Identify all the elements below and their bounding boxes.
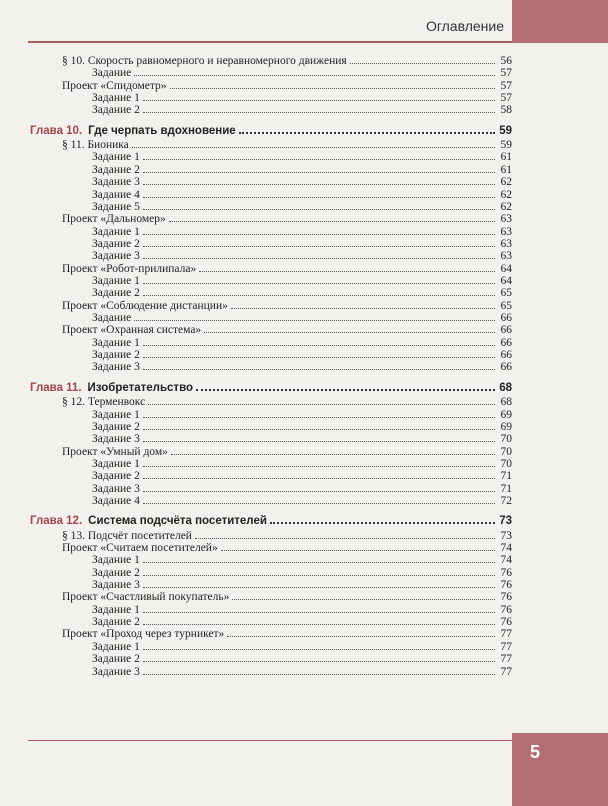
toc-entry-label: Задание 2 xyxy=(92,470,140,483)
dot-leader xyxy=(143,287,495,296)
toc-page-number: 61 xyxy=(500,151,512,164)
dot-leader xyxy=(134,67,495,76)
toc-page-number: 74 xyxy=(500,554,512,567)
toc-entry-label: Задание 2 xyxy=(92,237,140,250)
header-color-strip xyxy=(512,0,608,43)
toc-entry xyxy=(0,396,512,408)
toc-entry xyxy=(0,238,512,250)
toc-entry-label: Проект «Счастливый покупатель» xyxy=(62,591,230,604)
toc-entry xyxy=(0,604,512,616)
toc-entry-label: Проект «Дальномер» xyxy=(62,213,166,226)
toc-entry-label: Задание 3 xyxy=(92,433,140,446)
footer-rule xyxy=(28,740,512,741)
dot-leader xyxy=(143,579,495,588)
toc-page-number: 63 xyxy=(500,225,512,238)
toc-page-number: 71 xyxy=(500,482,512,495)
toc-entry xyxy=(0,324,512,336)
toc-entry-label: Задание 1 xyxy=(92,151,140,164)
toc-page-number: 77 xyxy=(500,665,512,678)
toc-entry xyxy=(0,92,512,104)
dot-leader xyxy=(169,213,495,222)
toc-entry xyxy=(0,104,512,116)
toc-page-number: 76 xyxy=(500,616,512,629)
toc-entry xyxy=(0,337,512,349)
toc-entry-label: Задание 2 xyxy=(92,287,140,300)
dot-leader xyxy=(143,483,495,492)
dot-leader xyxy=(143,567,495,576)
toc-entry-label: § 11. Бионика xyxy=(62,139,129,152)
toc-entry-label: Задание 4 xyxy=(92,494,140,507)
toc-entry xyxy=(0,495,512,507)
toc-entry xyxy=(0,287,512,299)
toc-page-number: 64 xyxy=(500,274,512,287)
dot-leader xyxy=(143,189,495,198)
toc-page-number: 77 xyxy=(500,653,512,666)
toc-entry-label: Задание 3 xyxy=(92,482,140,495)
toc-entry xyxy=(0,67,512,79)
toc-entry xyxy=(0,483,512,495)
toc-entry xyxy=(0,189,512,201)
chapter-number: Глава 12. xyxy=(30,515,83,528)
toc-page-number: 57 xyxy=(500,67,512,80)
toc-entry xyxy=(0,530,512,542)
toc-entry-label: Проект «Проход через турникет» xyxy=(62,628,225,641)
toc-page-number: 63 xyxy=(500,213,512,226)
toc-entry-label: Задание 3 xyxy=(92,250,140,263)
toc-page-number: 56 xyxy=(500,55,512,67)
toc-entry-label: Задание 2 xyxy=(92,163,140,176)
dot-leader xyxy=(143,409,495,418)
dot-leader xyxy=(143,92,495,101)
toc-entry xyxy=(0,554,512,566)
toc-page-number: 63 xyxy=(500,250,512,263)
dot-leader xyxy=(143,470,495,479)
toc-page-number: 72 xyxy=(500,494,512,507)
toc-page-number: 66 xyxy=(500,324,512,337)
dot-leader xyxy=(195,530,495,539)
toc-entry-label: Задание 1 xyxy=(92,92,140,104)
dot-leader xyxy=(143,616,495,625)
dot-leader xyxy=(143,238,495,247)
toc-entry-label: Задание 3 xyxy=(92,176,140,189)
toc-entry-label: Проект «Считаем посетителей» xyxy=(62,542,218,554)
chapter-title: Где черпать вдохновение xyxy=(88,124,236,137)
toc-entry-label: Задание 3 xyxy=(92,665,140,678)
toc-entry-label: Задание 3 xyxy=(92,579,140,591)
toc-entry-label: Задание xyxy=(92,67,132,80)
toc-page-number: 61 xyxy=(500,163,512,176)
toc-entry xyxy=(0,349,512,361)
dot-leader xyxy=(132,139,495,148)
toc-entry-label: Задание 1 xyxy=(92,225,140,238)
toc-entry xyxy=(0,433,512,445)
toc-entry-label: § 13. Подсчёт посетителей xyxy=(62,529,192,542)
chapter-number: Глава 11. xyxy=(30,381,82,394)
dot-leader xyxy=(143,349,495,358)
chapter-heading xyxy=(30,382,193,394)
dot-leader xyxy=(143,421,495,430)
toc-page-number: 68 xyxy=(500,396,512,409)
toc-entry-label: Проект «Умный дом» xyxy=(62,445,168,458)
toc-page-number: 66 xyxy=(500,312,512,324)
toc-page-number: 62 xyxy=(500,188,512,201)
toc-entry xyxy=(0,139,512,151)
toc-page-number: 73 xyxy=(499,515,512,528)
dot-leader xyxy=(143,275,495,284)
toc-entry xyxy=(0,567,512,579)
toc-entry xyxy=(0,579,512,591)
toc-page-number: 66 xyxy=(500,349,512,362)
chapter-title: Система подсчёта посетителей xyxy=(88,515,267,528)
running-title: Оглавление xyxy=(425,18,504,34)
toc-entry-label: Задание 1 xyxy=(92,640,140,653)
dot-leader xyxy=(143,337,495,346)
chapter-title: Изобретательство xyxy=(87,381,194,394)
toc-page-number: 59 xyxy=(500,139,512,152)
toc-entry-label: Задание 1 xyxy=(92,408,140,421)
toc-entry xyxy=(0,421,512,433)
toc-entry xyxy=(0,263,512,275)
toc-entry-label: Проект «Соблюдение дистанции» xyxy=(62,299,228,312)
dot-leader xyxy=(143,361,495,370)
toc-entry-label: Проект «Спидометр» xyxy=(62,79,167,92)
toc-entry xyxy=(0,55,512,67)
toc-page-number: 76 xyxy=(500,566,512,579)
page-number: 5 xyxy=(530,742,541,762)
dot-leader xyxy=(350,55,495,64)
toc-entry xyxy=(0,470,512,482)
dot-leader xyxy=(148,396,495,405)
toc-entry-label: Задание 1 xyxy=(92,603,140,616)
dot-leader xyxy=(143,495,495,504)
dot-leader xyxy=(270,514,495,524)
toc-page-number: 76 xyxy=(500,591,512,604)
toc-entry xyxy=(0,250,512,262)
toc-entry-label: Задание 4 xyxy=(92,188,140,201)
toc-entry-label: § 12. Терменвокс xyxy=(62,396,146,409)
dot-leader xyxy=(199,263,495,272)
toc-entry xyxy=(0,458,512,470)
toc-entry xyxy=(0,80,512,92)
toc-entry xyxy=(0,300,512,312)
toc-entry xyxy=(0,653,512,665)
dot-leader xyxy=(143,604,495,613)
chapter-heading xyxy=(30,125,236,137)
toc-page-number: 71 xyxy=(500,470,512,483)
toc-page-number: 77 xyxy=(500,640,512,653)
toc-page-number: 69 xyxy=(500,420,512,433)
toc-entry-label: Проект «Робот-прилипала» xyxy=(62,262,197,275)
toc-entry-label: § 10. Скорость равномерного и неравномерного движения xyxy=(62,55,347,67)
dot-leader xyxy=(239,124,495,134)
toc-entry xyxy=(0,312,512,324)
toc-entry-label: Задание 2 xyxy=(92,104,140,117)
dot-leader xyxy=(143,653,495,662)
toc-entry xyxy=(0,591,512,603)
toc-page-number: 68 xyxy=(499,381,512,394)
dot-leader xyxy=(143,151,495,160)
toc-page-number: 65 xyxy=(500,287,512,300)
toc-entry-label: Задание 1 xyxy=(92,336,140,349)
toc-entry-label: Задание 2 xyxy=(92,653,140,666)
toc-entry-label: Задание 1 xyxy=(92,274,140,287)
toc-entry xyxy=(0,666,512,678)
toc-page-number: 65 xyxy=(500,299,512,312)
toc-page-number: 77 xyxy=(500,628,512,641)
dot-leader xyxy=(171,446,495,455)
dot-leader xyxy=(143,164,495,173)
toc-entry xyxy=(0,151,512,163)
toc-chapter-entry xyxy=(0,514,512,526)
toc-chapter-entry xyxy=(0,124,512,136)
toc-entry-label: Задание xyxy=(92,312,132,324)
dot-leader xyxy=(143,176,495,185)
page-number-tab xyxy=(512,733,608,806)
dot-leader xyxy=(196,381,495,391)
toc-entry xyxy=(0,176,512,188)
toc-entry-label: Задание 2 xyxy=(92,420,140,433)
dot-leader xyxy=(143,104,495,113)
toc-page-number: 57 xyxy=(500,92,512,104)
toc-entry xyxy=(0,226,512,238)
page-header xyxy=(28,0,512,43)
toc-entry xyxy=(0,361,512,373)
toc-entry-label: Проект «Охранная система» xyxy=(62,324,202,337)
toc-entry xyxy=(0,542,512,554)
dot-leader xyxy=(231,300,495,309)
dot-leader xyxy=(227,628,495,637)
toc-page-number: 73 xyxy=(500,529,512,542)
toc-page-number: 70 xyxy=(500,433,512,446)
dot-leader xyxy=(143,641,495,650)
toc-page-number: 70 xyxy=(500,457,512,470)
toc-entry-label: Задание 2 xyxy=(92,616,140,629)
chapter-heading xyxy=(30,515,267,527)
toc-chapter-entry xyxy=(0,381,512,393)
dot-leader xyxy=(143,201,495,210)
dot-leader xyxy=(134,312,495,321)
toc-page-number: 58 xyxy=(500,104,512,117)
toc-page-number: 63 xyxy=(500,237,512,250)
dot-leader xyxy=(143,458,495,467)
toc-entry xyxy=(0,275,512,287)
chapter-number: Глава 10. xyxy=(30,124,83,137)
toc-page-number: 62 xyxy=(500,200,512,213)
toc-page-number: 59 xyxy=(499,124,512,137)
toc-page-number: 76 xyxy=(500,603,512,616)
toc-page-number: 64 xyxy=(500,262,512,275)
toc-page-number: 66 xyxy=(500,361,512,374)
dot-leader xyxy=(232,591,495,600)
toc-entry xyxy=(0,409,512,421)
toc-entry-label: Задание 1 xyxy=(92,554,140,567)
toc-entry-label: Задание 2 xyxy=(92,349,140,362)
toc-entry xyxy=(0,213,512,225)
toc-entry xyxy=(0,164,512,176)
toc-page-number: 74 xyxy=(500,542,512,554)
toc-page-number: 70 xyxy=(500,445,512,458)
toc-entry xyxy=(0,201,512,213)
dot-leader xyxy=(143,433,495,442)
dot-leader xyxy=(143,226,495,235)
dot-leader xyxy=(204,324,495,333)
toc-page-number: 76 xyxy=(500,579,512,591)
toc-entry xyxy=(0,616,512,628)
dot-leader xyxy=(143,250,495,259)
dot-leader xyxy=(221,542,495,551)
toc-entry xyxy=(0,628,512,640)
toc-entry-label: Задание 1 xyxy=(92,457,140,470)
dot-leader xyxy=(143,666,495,675)
toc-entry xyxy=(0,446,512,458)
toc-page-number: 57 xyxy=(500,79,512,92)
dot-leader xyxy=(170,80,495,89)
toc-page-number: 62 xyxy=(500,176,512,189)
toc-entry-label: Задание 2 xyxy=(92,566,140,579)
toc-entry-label: Задание 3 xyxy=(92,361,140,374)
toc-page-number: 69 xyxy=(500,408,512,421)
dot-leader xyxy=(143,554,495,563)
toc-entry xyxy=(0,641,512,653)
toc-entry-label: Задание 5 xyxy=(92,200,140,213)
toc-page-number: 66 xyxy=(500,336,512,349)
